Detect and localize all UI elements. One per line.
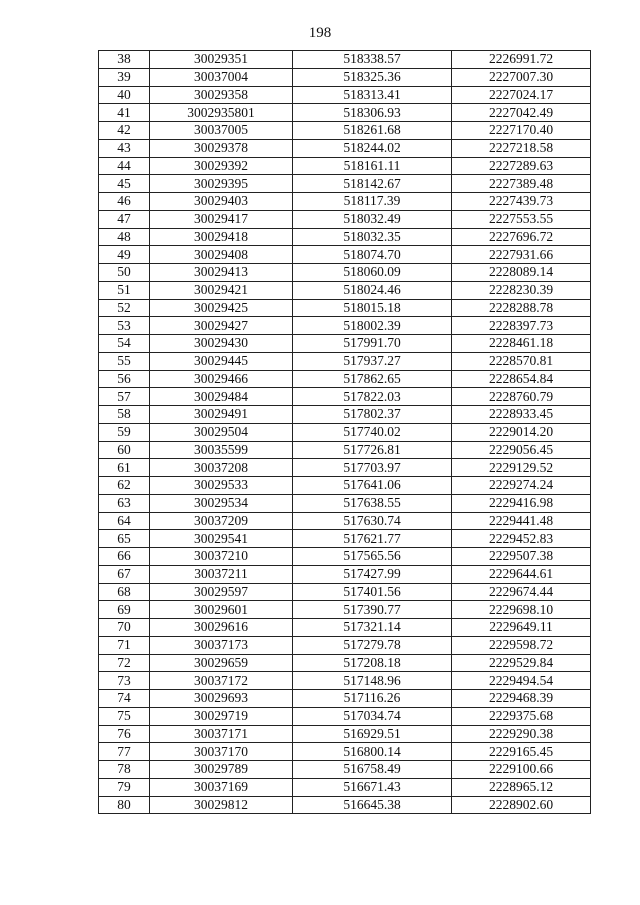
- point-id-cell: 30029427: [150, 317, 293, 335]
- point-id-cell: 30029533: [150, 477, 293, 495]
- point-number-cell: 59: [99, 423, 150, 441]
- x-coordinate-cell: 517390.77: [293, 601, 452, 619]
- point-number-cell: 68: [99, 583, 150, 601]
- x-coordinate-cell: 518338.57: [293, 51, 452, 69]
- y-coordinate-cell: 2229100.66: [452, 761, 591, 779]
- table-row: [99, 725, 591, 743]
- table-row: [99, 672, 591, 690]
- point-id-cell: 30029403: [150, 193, 293, 211]
- point-number-cell: 73: [99, 672, 150, 690]
- x-coordinate-cell: 517148.96: [293, 672, 452, 690]
- table-row: [99, 122, 591, 140]
- point-number-cell: 77: [99, 743, 150, 761]
- x-coordinate-cell: 517621.77: [293, 530, 452, 548]
- point-number-cell: 57: [99, 388, 150, 406]
- point-number-cell: 74: [99, 690, 150, 708]
- point-number-cell: 52: [99, 299, 150, 317]
- table-row: [99, 388, 591, 406]
- point-number-cell: 71: [99, 636, 150, 654]
- x-coordinate-cell: 517630.74: [293, 512, 452, 530]
- table-row: [99, 512, 591, 530]
- x-coordinate-cell: 518313.41: [293, 86, 452, 104]
- point-number-cell: 45: [99, 175, 150, 193]
- table-row: [99, 246, 591, 264]
- point-number-cell: 60: [99, 441, 150, 459]
- table-row: [99, 157, 591, 175]
- point-id-cell: 30037211: [150, 565, 293, 583]
- table-row: [99, 299, 591, 317]
- point-number-cell: 58: [99, 406, 150, 424]
- table-row: [99, 335, 591, 353]
- table-row: [99, 51, 591, 69]
- y-coordinate-cell: 2229529.84: [452, 654, 591, 672]
- point-id-cell: 30029466: [150, 370, 293, 388]
- table-row: [99, 690, 591, 708]
- y-coordinate-cell: 2227042.49: [452, 104, 591, 122]
- point-id-cell: 30029417: [150, 210, 293, 228]
- point-id-cell: 30029601: [150, 601, 293, 619]
- point-number-cell: 56: [99, 370, 150, 388]
- point-number-cell: 72: [99, 654, 150, 672]
- table-row: [99, 104, 591, 122]
- point-number-cell: 76: [99, 725, 150, 743]
- point-id-cell: 30029408: [150, 246, 293, 264]
- coordinates-table: [98, 50, 591, 814]
- point-number-cell: 47: [99, 210, 150, 228]
- y-coordinate-cell: 2228461.18: [452, 335, 591, 353]
- y-coordinate-cell: 2227696.72: [452, 228, 591, 246]
- x-coordinate-cell: 516758.49: [293, 761, 452, 779]
- point-id-cell: 30029430: [150, 335, 293, 353]
- x-coordinate-cell: 517321.14: [293, 619, 452, 637]
- table-row: [99, 86, 591, 104]
- point-id-cell: 30029659: [150, 654, 293, 672]
- y-coordinate-cell: 2227170.40: [452, 122, 591, 140]
- point-number-cell: 43: [99, 139, 150, 157]
- point-id-cell: 30029418: [150, 228, 293, 246]
- table-row: [99, 583, 591, 601]
- y-coordinate-cell: 2229165.45: [452, 743, 591, 761]
- point-number-cell: 65: [99, 530, 150, 548]
- point-id-cell: 30037172: [150, 672, 293, 690]
- point-id-cell: 30029597: [150, 583, 293, 601]
- x-coordinate-cell: 517822.03: [293, 388, 452, 406]
- x-coordinate-cell: 517740.02: [293, 423, 452, 441]
- x-coordinate-cell: 517427.99: [293, 565, 452, 583]
- table-row: [99, 778, 591, 796]
- y-coordinate-cell: 2226991.72: [452, 51, 591, 69]
- table-row: [99, 636, 591, 654]
- x-coordinate-cell: 518325.36: [293, 68, 452, 86]
- table-row: [99, 441, 591, 459]
- point-id-cell: 30029693: [150, 690, 293, 708]
- point-number-cell: 41: [99, 104, 150, 122]
- page-number: 198: [308, 25, 332, 41]
- table-row: [99, 68, 591, 86]
- point-number-cell: 42: [99, 122, 150, 140]
- x-coordinate-cell: 517638.55: [293, 494, 452, 512]
- point-number-cell: 51: [99, 281, 150, 299]
- point-number-cell: 53: [99, 317, 150, 335]
- table-row: [99, 423, 591, 441]
- x-coordinate-cell: 516929.51: [293, 725, 452, 743]
- table-row: [99, 175, 591, 193]
- point-number-cell: 80: [99, 796, 150, 814]
- x-coordinate-cell: 517802.37: [293, 406, 452, 424]
- x-coordinate-cell: 518002.39: [293, 317, 452, 335]
- y-coordinate-cell: 2228902.60: [452, 796, 591, 814]
- table-row: [99, 796, 591, 814]
- point-id-cell: 30029504: [150, 423, 293, 441]
- point-id-cell: 30029351: [150, 51, 293, 69]
- x-coordinate-cell: 517862.65: [293, 370, 452, 388]
- point-number-cell: 39: [99, 68, 150, 86]
- point-id-cell: 30029491: [150, 406, 293, 424]
- x-coordinate-cell: 518261.68: [293, 122, 452, 140]
- point-number-cell: 67: [99, 565, 150, 583]
- y-coordinate-cell: 2228933.45: [452, 406, 591, 424]
- y-coordinate-cell: 2228760.79: [452, 388, 591, 406]
- table-row: [99, 619, 591, 637]
- y-coordinate-cell: 2227007.30: [452, 68, 591, 86]
- y-coordinate-cell: 2229129.52: [452, 459, 591, 477]
- x-coordinate-cell: 517034.74: [293, 707, 452, 725]
- point-id-cell: 30035599: [150, 441, 293, 459]
- y-coordinate-cell: 2228570.81: [452, 352, 591, 370]
- x-coordinate-cell: 518060.09: [293, 264, 452, 282]
- table-row: [99, 193, 591, 211]
- point-number-cell: 70: [99, 619, 150, 637]
- x-coordinate-cell: 517937.27: [293, 352, 452, 370]
- y-coordinate-cell: 2228397.73: [452, 317, 591, 335]
- y-coordinate-cell: 2227218.58: [452, 139, 591, 157]
- point-id-cell: 30037209: [150, 512, 293, 530]
- table-row: [99, 281, 591, 299]
- point-id-cell: 30037208: [150, 459, 293, 477]
- point-number-cell: 55: [99, 352, 150, 370]
- y-coordinate-cell: 2227024.17: [452, 86, 591, 104]
- y-coordinate-cell: 2229375.68: [452, 707, 591, 725]
- table-row: [99, 548, 591, 566]
- x-coordinate-cell: 518142.67: [293, 175, 452, 193]
- point-id-cell: 30029534: [150, 494, 293, 512]
- y-coordinate-cell: 2229494.54: [452, 672, 591, 690]
- point-number-cell: 78: [99, 761, 150, 779]
- table-row: [99, 210, 591, 228]
- x-coordinate-cell: 517991.70: [293, 335, 452, 353]
- point-number-cell: 63: [99, 494, 150, 512]
- point-number-cell: 79: [99, 778, 150, 796]
- point-number-cell: 40: [99, 86, 150, 104]
- point-number-cell: 49: [99, 246, 150, 264]
- point-id-cell: 30037005: [150, 122, 293, 140]
- y-coordinate-cell: 2227389.48: [452, 175, 591, 193]
- x-coordinate-cell: 517565.56: [293, 548, 452, 566]
- table-row: [99, 743, 591, 761]
- table-row: [99, 494, 591, 512]
- point-id-cell: 30037210: [150, 548, 293, 566]
- x-coordinate-cell: 516645.38: [293, 796, 452, 814]
- point-id-cell: 30029812: [150, 796, 293, 814]
- y-coordinate-cell: 2228230.39: [452, 281, 591, 299]
- y-coordinate-cell: 2229644.61: [452, 565, 591, 583]
- y-coordinate-cell: 2227931.66: [452, 246, 591, 264]
- point-id-cell: 30029413: [150, 264, 293, 282]
- point-number-cell: 54: [99, 335, 150, 353]
- x-coordinate-cell: 517703.97: [293, 459, 452, 477]
- y-coordinate-cell: 2227439.73: [452, 193, 591, 211]
- x-coordinate-cell: 517641.06: [293, 477, 452, 495]
- x-coordinate-cell: 518024.46: [293, 281, 452, 299]
- point-number-cell: 66: [99, 548, 150, 566]
- table-row: [99, 761, 591, 779]
- point-id-cell: 30029789: [150, 761, 293, 779]
- x-coordinate-cell: 517208.18: [293, 654, 452, 672]
- table-row: [99, 477, 591, 495]
- point-id-cell: 30029484: [150, 388, 293, 406]
- point-number-cell: 75: [99, 707, 150, 725]
- x-coordinate-cell: 517116.26: [293, 690, 452, 708]
- x-coordinate-cell: 516800.14: [293, 743, 452, 761]
- y-coordinate-cell: 2228288.78: [452, 299, 591, 317]
- x-coordinate-cell: 518015.18: [293, 299, 452, 317]
- point-number-cell: 38: [99, 51, 150, 69]
- table-row: [99, 406, 591, 424]
- x-coordinate-cell: 516671.43: [293, 778, 452, 796]
- table-row: [99, 139, 591, 157]
- point-id-cell: 30029719: [150, 707, 293, 725]
- y-coordinate-cell: 2229416.98: [452, 494, 591, 512]
- table-body: [99, 51, 591, 814]
- y-coordinate-cell: 2228654.84: [452, 370, 591, 388]
- point-number-cell: 62: [99, 477, 150, 495]
- y-coordinate-cell: 2228965.12: [452, 778, 591, 796]
- x-coordinate-cell: 518032.49: [293, 210, 452, 228]
- y-coordinate-cell: 2229698.10: [452, 601, 591, 619]
- table-row: [99, 601, 591, 619]
- table-row: [99, 707, 591, 725]
- x-coordinate-cell: 518117.39: [293, 193, 452, 211]
- point-id-cell: 30037171: [150, 725, 293, 743]
- y-coordinate-cell: 2229274.24: [452, 477, 591, 495]
- point-id-cell: 30029616: [150, 619, 293, 637]
- y-coordinate-cell: 2229598.72: [452, 636, 591, 654]
- x-coordinate-cell: 517726.81: [293, 441, 452, 459]
- point-id-cell: 30029392: [150, 157, 293, 175]
- x-coordinate-cell: 518161.11: [293, 157, 452, 175]
- y-coordinate-cell: 2229290.38: [452, 725, 591, 743]
- y-coordinate-cell: 2229014.20: [452, 423, 591, 441]
- point-number-cell: 61: [99, 459, 150, 477]
- table-row: [99, 459, 591, 477]
- table-row: [99, 530, 591, 548]
- x-coordinate-cell: 518032.35: [293, 228, 452, 246]
- point-number-cell: 44: [99, 157, 150, 175]
- y-coordinate-cell: 2229674.44: [452, 583, 591, 601]
- point-number-cell: 46: [99, 193, 150, 211]
- point-number-cell: 69: [99, 601, 150, 619]
- point-id-cell: 30037170: [150, 743, 293, 761]
- point-number-cell: 64: [99, 512, 150, 530]
- y-coordinate-cell: 2229649.11: [452, 619, 591, 637]
- point-id-cell: 30037004: [150, 68, 293, 86]
- table-row: [99, 228, 591, 246]
- x-coordinate-cell: 517279.78: [293, 636, 452, 654]
- point-id-cell: 30029395: [150, 175, 293, 193]
- point-id-cell: 30029421: [150, 281, 293, 299]
- point-id-cell: 30029378: [150, 139, 293, 157]
- y-coordinate-cell: 2229441.48: [452, 512, 591, 530]
- x-coordinate-cell: 518244.02: [293, 139, 452, 157]
- point-id-cell: 30037173: [150, 636, 293, 654]
- y-coordinate-cell: 2227289.63: [452, 157, 591, 175]
- table-row: [99, 352, 591, 370]
- y-coordinate-cell: 2227553.55: [452, 210, 591, 228]
- y-coordinate-cell: 2228089.14: [452, 264, 591, 282]
- table-row: [99, 654, 591, 672]
- table-row: [99, 264, 591, 282]
- point-number-cell: 48: [99, 228, 150, 246]
- x-coordinate-cell: 518306.93: [293, 104, 452, 122]
- y-coordinate-cell: 2229056.45: [452, 441, 591, 459]
- point-id-cell: 3002935801: [150, 104, 293, 122]
- table-row: [99, 317, 591, 335]
- point-id-cell: 30029541: [150, 530, 293, 548]
- point-number-cell: 50: [99, 264, 150, 282]
- y-coordinate-cell: 2229507.38: [452, 548, 591, 566]
- point-id-cell: 30029425: [150, 299, 293, 317]
- point-id-cell: 30037169: [150, 778, 293, 796]
- table-row: [99, 565, 591, 583]
- table-row: [99, 370, 591, 388]
- y-coordinate-cell: 2229468.39: [452, 690, 591, 708]
- x-coordinate-cell: 518074.70: [293, 246, 452, 264]
- point-id-cell: 30029358: [150, 86, 293, 104]
- y-coordinate-cell: 2229452.83: [452, 530, 591, 548]
- point-id-cell: 30029445: [150, 352, 293, 370]
- x-coordinate-cell: 517401.56: [293, 583, 452, 601]
